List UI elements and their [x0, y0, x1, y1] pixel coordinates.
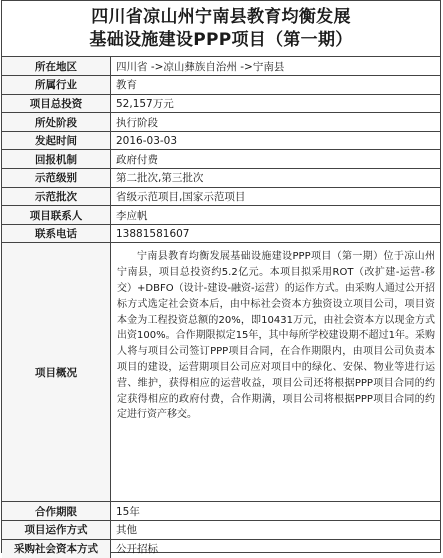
document-title — [2, 1, 440, 57]
overview-text: 宁南县教育均衡发展基础设施建设PPP项目（第一期）位于凉山州宁南县，项目总投资约5.2亿元。本项目拟采用ROT（改扩建-运营-移交）+DBFO（设计-建设-融资-运营）的运作方式。由采购人通过公开招标方式选定社会资本后，由中标社会资本方独资设立项目公司，项目资本金为工程投资总额的20%，即10431万元，由社会资本方以现金方式出资100%。合作期限拟定15年，其中每所学校建设期不超过1年。采购人将与项目公司签订PPP项目合同，在合作期限内，由项目公司负责本项目的建设，运营期项目公司应对项目中的绿化、安保、物业等进行运营、维护，获得相应的运营收益，项目公司还将根据PPP项目合同的约定获得相应的政府付费，合作期满，项目公司将根据PPP项目合同的约定进行资产移交。 — [111, 243, 441, 502]
mode-label: 项目运作方式 — [2, 521, 111, 540]
contact-label: 项目联系人 — [2, 206, 111, 225]
row-overview — [2, 243, 440, 502]
phone-value: 13881581607 — [111, 224, 441, 243]
procure-value: 公开招标 — [111, 539, 441, 558]
row-level — [2, 169, 440, 188]
level-label: 示范级别 — [2, 169, 111, 188]
industry-value: 教育 — [111, 76, 441, 95]
row-industry — [2, 76, 440, 95]
project-info-table — [2, 57, 440, 558]
contact-value: 李应帆 — [111, 206, 441, 225]
title-line-1: 四川省凉山州宁南县教育均衡发展 — [91, 6, 351, 27]
row-contact — [2, 206, 440, 225]
phone-label: 联系电话 — [2, 224, 111, 243]
investment-label: 项目总投资 — [2, 94, 111, 113]
mode-value: 其他 — [111, 521, 441, 540]
level-value: 第二批次,第三批次 — [111, 169, 441, 188]
region-label: 所在地区 — [2, 57, 111, 76]
project-info-sheet — [1, 0, 441, 556]
term-value: 15年 — [111, 502, 441, 521]
title-line-2: 基础设施建设PPP项目（第一期） — [89, 29, 353, 50]
region-value: 四川省 ->凉山彝族自治州 ->宁南县 — [116, 60, 285, 73]
date-label: 发起时间 — [2, 131, 111, 150]
procure-label: 采购社会资本方式 — [2, 539, 111, 558]
return-value: 政府付费 — [111, 150, 441, 169]
row-investment — [2, 94, 440, 113]
row-mode — [2, 521, 440, 540]
row-term — [2, 502, 440, 521]
return-label: 回报机制 — [2, 150, 111, 169]
investment-value: 52,157万元 — [111, 94, 441, 113]
row-date — [2, 131, 440, 150]
stage-value: 执行阶段 — [111, 113, 441, 132]
term-label: 合作期限 — [2, 502, 111, 521]
row-region — [2, 57, 440, 76]
row-batch — [2, 187, 440, 206]
batch-value: 省级示范项目,国家示范项目 — [111, 187, 441, 206]
industry-label: 所属行业 — [2, 76, 111, 95]
date-value: 2016-03-03 — [111, 131, 441, 150]
row-return — [2, 150, 440, 169]
stage-label: 所处阶段 — [2, 113, 111, 132]
overview-label: 项目概况 — [2, 243, 111, 502]
row-phone — [2, 224, 440, 243]
row-stage — [2, 113, 440, 132]
batch-label: 示范批次 — [2, 187, 111, 206]
